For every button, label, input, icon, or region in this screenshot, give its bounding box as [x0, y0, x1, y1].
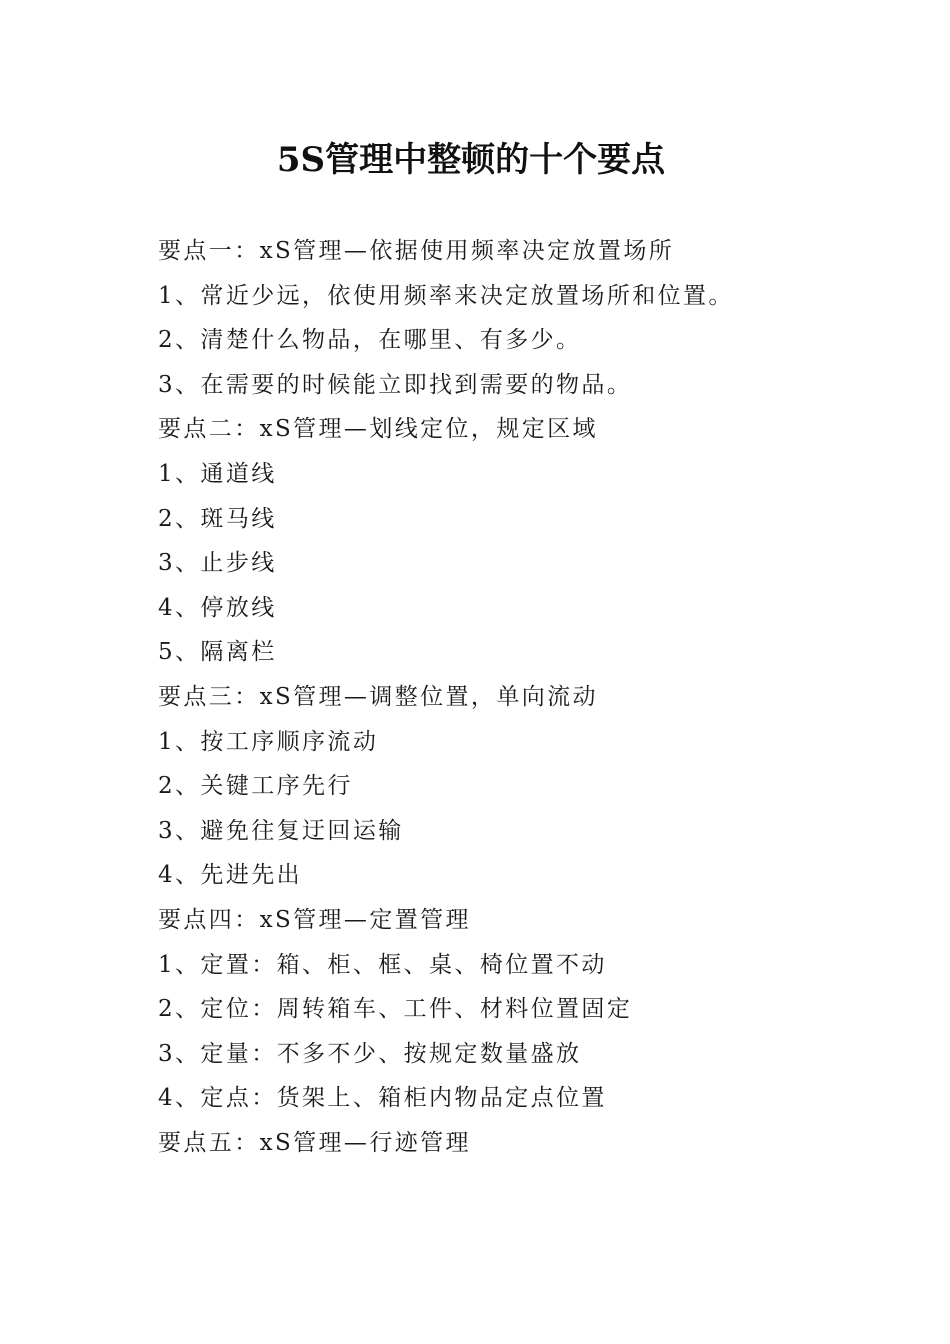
document-title: 5S管理中整顿的十个要点 — [276, 140, 666, 180]
list-item: 4、先进先出 — [158, 862, 303, 889]
list-item: 2、关键工序先行 — [158, 773, 353, 800]
list-item: 2、清楚什么物品，在哪里、有多少。 — [158, 327, 582, 354]
section-heading-5: 要点五：xS管理—行迹管理 — [158, 1129, 471, 1156]
list-item: 1、通道线 — [158, 460, 277, 487]
section-heading-4: 要点四：xS管理—定置管理 — [158, 906, 471, 933]
section-heading-2: 要点二：xS管理—划线定位，规定区域 — [158, 416, 598, 443]
list-item: 2、斑马线 — [158, 505, 277, 532]
document-body — [158, 229, 878, 1165]
section-heading-3: 要点三：xS管理—调整位置，单向流动 — [158, 683, 598, 710]
list-item: 3、止步线 — [158, 550, 277, 577]
list-item: 4、停放线 — [158, 594, 277, 621]
list-item: 1、定置：箱、柜、框、桌、椅位置不动 — [158, 951, 607, 978]
list-item: 3、定量：不多不少、按规定数量盛放 — [158, 1040, 582, 1067]
list-item: 4、定点：货架上、箱柜内物品定点位置 — [158, 1085, 607, 1112]
list-item: 3、在需要的时候能立即找到需要的物品。 — [158, 371, 633, 398]
list-item: 3、避免往复迂回运输 — [158, 817, 404, 844]
section-heading-1: 要点一：xS管理—依据使用频率决定放置场所 — [158, 238, 675, 264]
list-item: 5、隔离栏 — [158, 639, 277, 666]
list-item: 1、按工序顺序流动 — [158, 728, 379, 755]
list-item: 2、定位：周转箱车、工件、材料位置固定 — [158, 996, 633, 1023]
list-item: 1、常近少远，依使用频率来决定放置场所和位置。 — [158, 282, 734, 309]
